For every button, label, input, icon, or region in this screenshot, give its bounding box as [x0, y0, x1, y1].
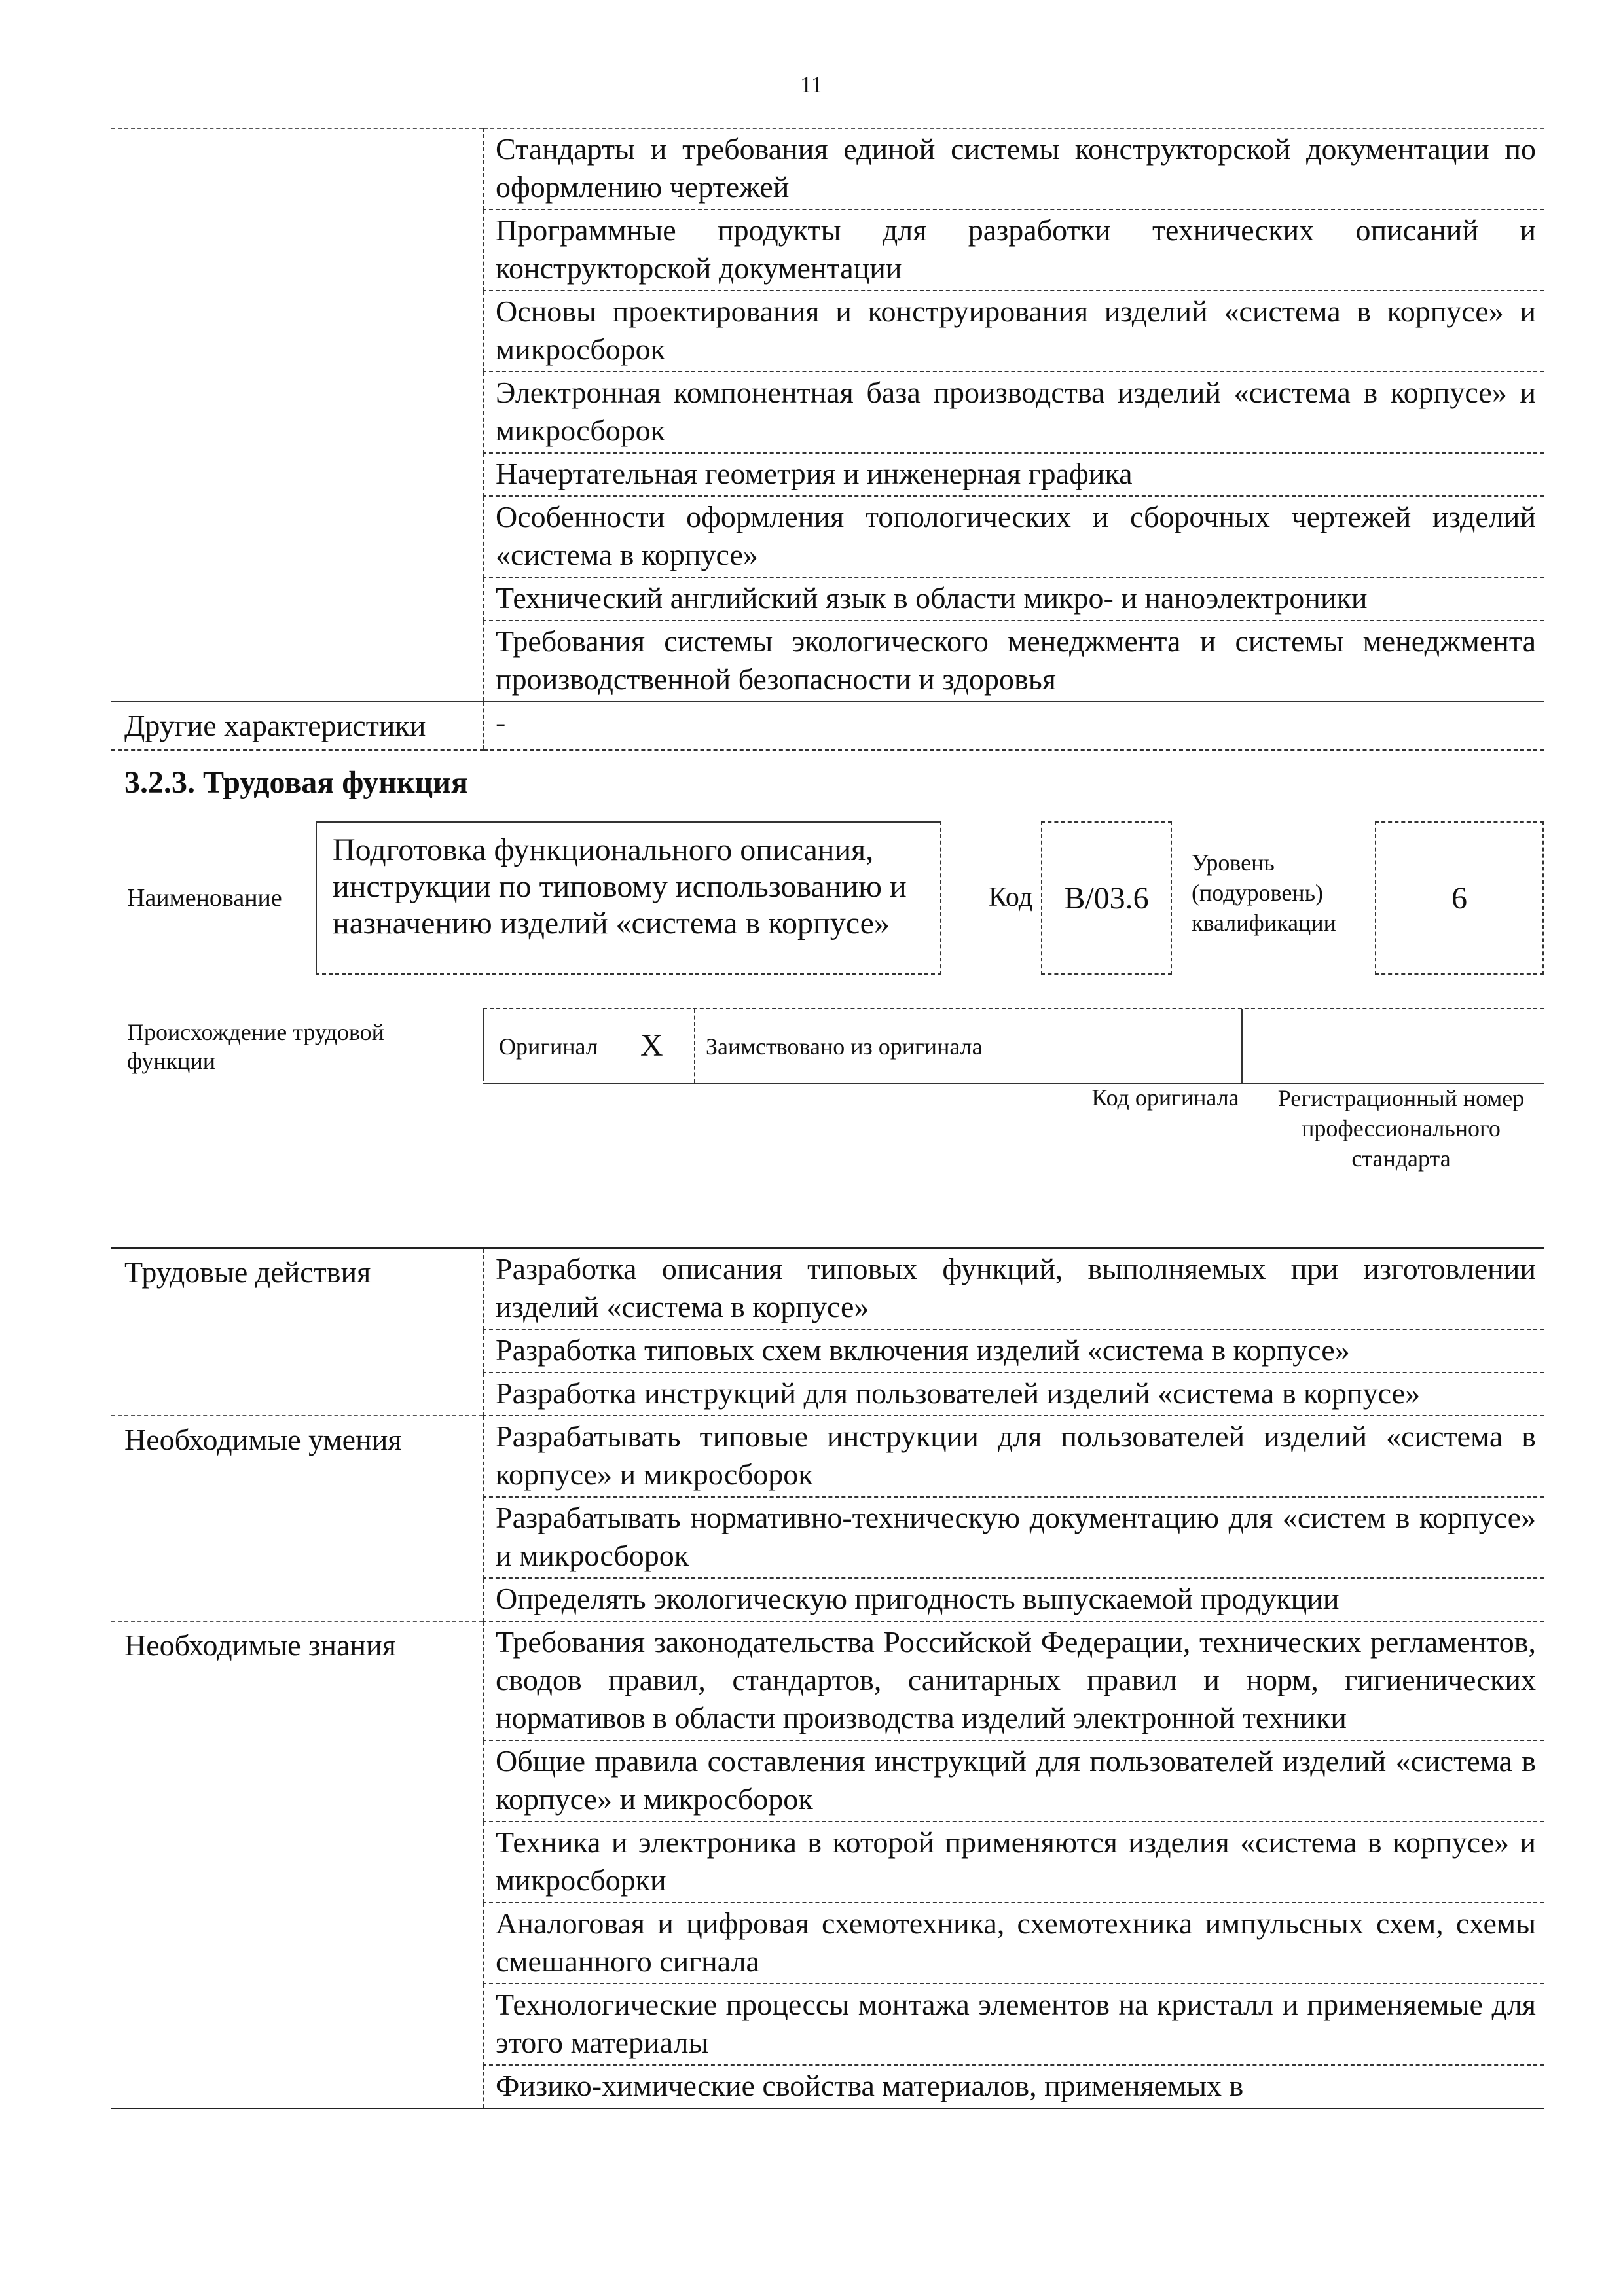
empty-label-cell: [111, 620, 483, 702]
knowledge-item: Стандарты и требования единой системы конструкторской документации по оформлению чертежей: [483, 128, 1544, 209]
name-label: Наименование: [127, 884, 282, 912]
code-label: Код: [989, 882, 1033, 912]
knowledge-item: Электронная компонентная база производства изделий «система в корпусе» и микросборок: [483, 372, 1544, 453]
empty-label-cell: [111, 372, 483, 453]
knowledge-item: Основы проектирования и конструирования изделий «система в корпусе» и микросборок: [483, 291, 1544, 372]
knowledge-item: Начертательная геометрия и инженерная графика: [483, 453, 1544, 496]
skill-item: Разрабатывать нормативно-техническую документацию для «систем в корпусе» и микросборок: [483, 1497, 1544, 1578]
skill-item: Определять экологическую пригодность выпускаемой продукции: [483, 1578, 1544, 1621]
skill-item: Разрабатывать типовые инструкции для пользователей изделий «система в корпусе» и микросборок: [483, 1416, 1544, 1497]
page-number: 11: [800, 71, 823, 98]
labor-action-item: Разработка описания типовых функций, выполняемых при изготовлении изделий «система в корпусе»: [483, 1248, 1544, 1330]
knowledge-item: Технический английский язык в области микро- и наноэлектроники: [483, 577, 1544, 620]
original-label: Оригинал: [499, 1033, 598, 1060]
level-value: 6: [1451, 880, 1467, 916]
function-header-row: [111, 821, 1544, 985]
original-mark: X: [640, 1028, 663, 1063]
code-value: B/03.6: [1064, 880, 1149, 916]
knowledge-item: Общие правила составления инструкций для пользователей изделий «система в корпусе» и микросборок: [483, 1740, 1544, 1821]
empty-label-cell: [111, 577, 483, 620]
empty-label-cell: [111, 291, 483, 372]
knowledge-item: Физико-химические свойства материалов, применяемых в: [483, 2065, 1544, 2109]
level-label: Уровень (подуровень) квалификации: [1192, 850, 1336, 936]
origin-row: [483, 1008, 1544, 1084]
labor-action-item: Разработка типовых схем включения изделий «система в корпусе»: [483, 1329, 1544, 1372]
knowledge-continuation-table: [111, 128, 1544, 751]
original-code-caption: Код оригинала: [1091, 1085, 1239, 1111]
required-knowledge-label: Необходимые знания: [111, 1621, 483, 2109]
section-title: 3.2.3. Трудовая функция: [124, 765, 468, 800]
code-value-box: [1041, 821, 1172, 975]
empty-label-cell: [111, 209, 483, 291]
knowledge-item: Требования законодательства Российской Федерации, технических регламентов, сводов правил, стандартов, санитарных правил и норм, гигиенических нормативов в области производства изделий электронной техники: [483, 1621, 1544, 1740]
empty-label-cell: [111, 128, 483, 209]
labor-actions-label: Трудовые действия: [124, 1255, 371, 1289]
empty-label-cell: [111, 496, 483, 577]
knowledge-item: Особенности оформления топологических и сборочных чертежей изделий «система в корпусе»: [483, 496, 1544, 577]
empty-label-cell: [111, 453, 483, 496]
origin-divider: [694, 1009, 695, 1083]
level-value-box: [1375, 821, 1544, 975]
origin-label: Происхождение трудовой функции: [127, 1019, 384, 1074]
knowledge-item: Программные продукты для разработки технических описаний и конструкторской документации: [483, 209, 1544, 291]
labor-action-item: Разработка инструкций для пользователей изделий «система в корпусе»: [483, 1372, 1544, 1416]
labor-function-table: [111, 1247, 1544, 2109]
other-characteristics-value: -: [483, 702, 1544, 750]
function-name-value: Подготовка функционального описания, инструкции по типовому использованию и назначению изделий «система в корпусе»: [316, 821, 941, 975]
registration-number-caption: Регистрационный номер профессионального стандарта: [1277, 1085, 1525, 1172]
knowledge-item: Техника и электроника в которой применяются изделия «система в корпусе» и микросборки: [483, 1821, 1544, 1903]
knowledge-item: Технологические процессы монтажа элементов на кристалл и применяемые для этого материалы: [483, 1984, 1544, 2065]
knowledge-item: Требования системы экологического менеджмента и системы менеджмента производственной безопасности и здоровья: [483, 620, 1544, 702]
other-characteristics-label: Другие характеристики: [111, 702, 483, 750]
borrowed-label: Заимствовано из оригинала: [706, 1033, 983, 1060]
origin-divider: [1241, 1009, 1243, 1083]
knowledge-item: Аналоговая и цифровая схемотехника, схемотехника импульсных схем, схемы смешанного сигнала: [483, 1903, 1544, 1984]
required-skills-label: Необходимые умения: [111, 1416, 483, 1621]
